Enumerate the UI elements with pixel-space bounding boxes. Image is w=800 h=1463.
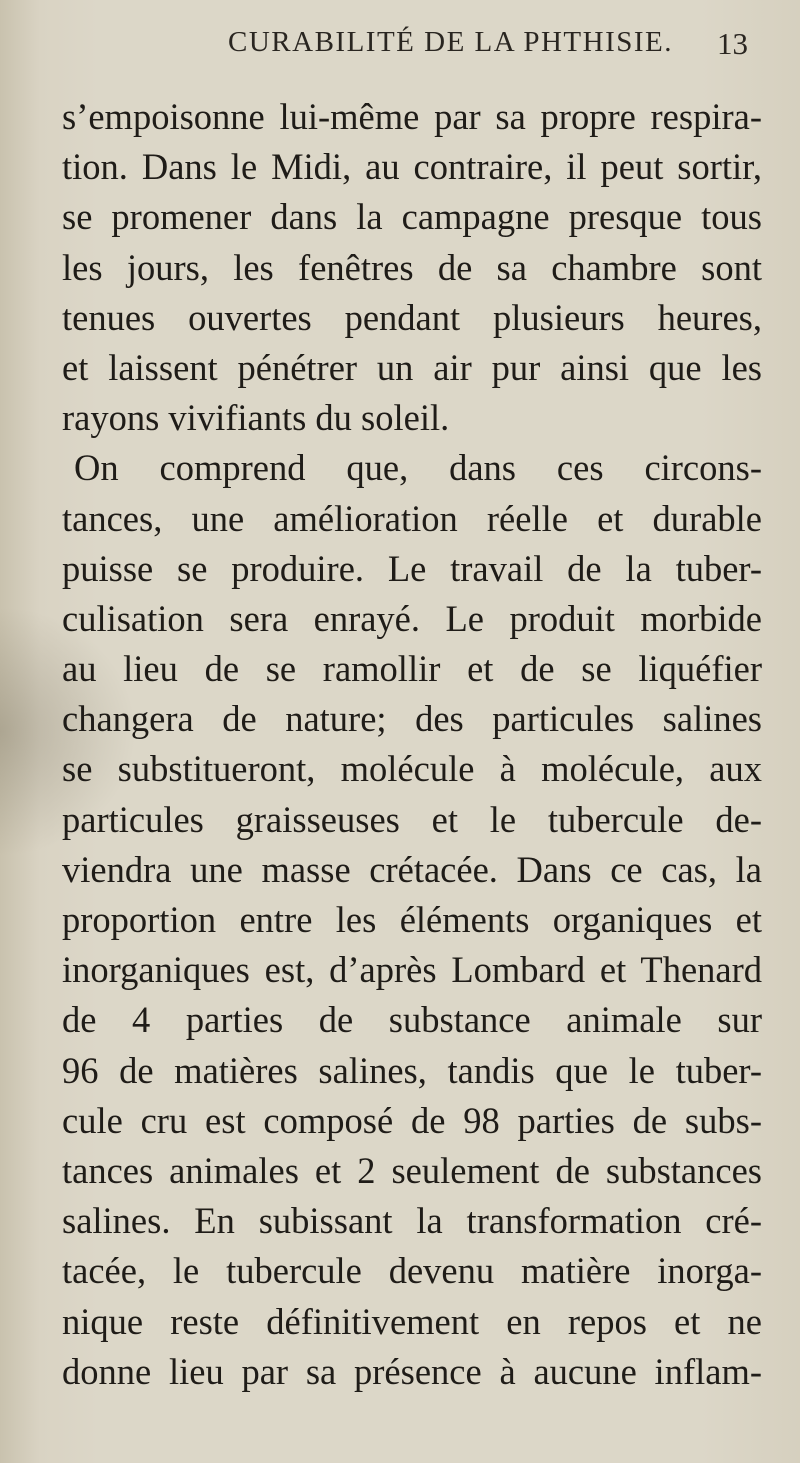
- text-line: cule cru est composé de 98 parties de subs-: [62, 1099, 762, 1141]
- text-line: On comprend que, dans ces circons-: [74, 447, 762, 489]
- text-line: s’empoisonne lui-même par sa propre respira-: [62, 96, 762, 137]
- text-line: puisse se produire. Le travail de la tuber-: [62, 547, 762, 589]
- text-line: donne lieu par sa présence à aucune inflam-: [62, 1350, 762, 1392]
- text-line: rayons vivifiants du soleil.: [62, 397, 450, 439]
- text-line: et laissent pénétrer un air pur ainsi que les: [62, 346, 762, 388]
- text-line: 96 de matières salines, tandis que le tuber-: [62, 1049, 762, 1091]
- text-line: nique reste définitivement en repos et ne: [62, 1300, 762, 1342]
- page-number: 13: [717, 26, 748, 61]
- text-line: les jours, les fenêtres de sa chambre sont: [62, 246, 762, 288]
- body-text: [62, 92, 762, 1397]
- running-head: [0, 26, 800, 66]
- text-line: proportion entre les éléments organiques et: [62, 899, 762, 940]
- text-line: changera de nature; des particules salines: [62, 698, 762, 740]
- text-line: se promener dans la campagne presque tous: [62, 196, 762, 238]
- text-line: au lieu de se ramollir et de se liquéfier: [62, 648, 762, 690]
- text-line: tances, une amélioration réelle et durable: [62, 497, 762, 539]
- text-line: tances animales et 2 seulement de substances: [62, 1149, 762, 1191]
- text-line: culisation sera enrayé. Le produit morbide: [62, 597, 762, 639]
- text-line: salines. En subissant la transformation cré-: [62, 1200, 762, 1242]
- text-line: viendra une masse crétacée. Dans ce cas, la: [62, 848, 762, 890]
- running-title: CURABILITÉ DE LA PHTHISIE.: [228, 26, 673, 58]
- text-line: se substitueront, molécule à molécule, aux: [62, 748, 762, 790]
- text-line: tacée, le tubercule devenu matière inorga-: [62, 1250, 762, 1292]
- text-line: de 4 parties de substance animale sur: [62, 999, 762, 1041]
- text-line: tion. Dans le Midi, au contraire, il peut sortir,: [62, 146, 762, 188]
- text-line: inorganiques est, d’après Lombard et Thenard: [62, 949, 762, 991]
- text-line: tenues ouvertes pendant plusieurs heures,: [62, 296, 762, 338]
- text-line: particules graisseuses et le tubercule de-: [62, 798, 762, 840]
